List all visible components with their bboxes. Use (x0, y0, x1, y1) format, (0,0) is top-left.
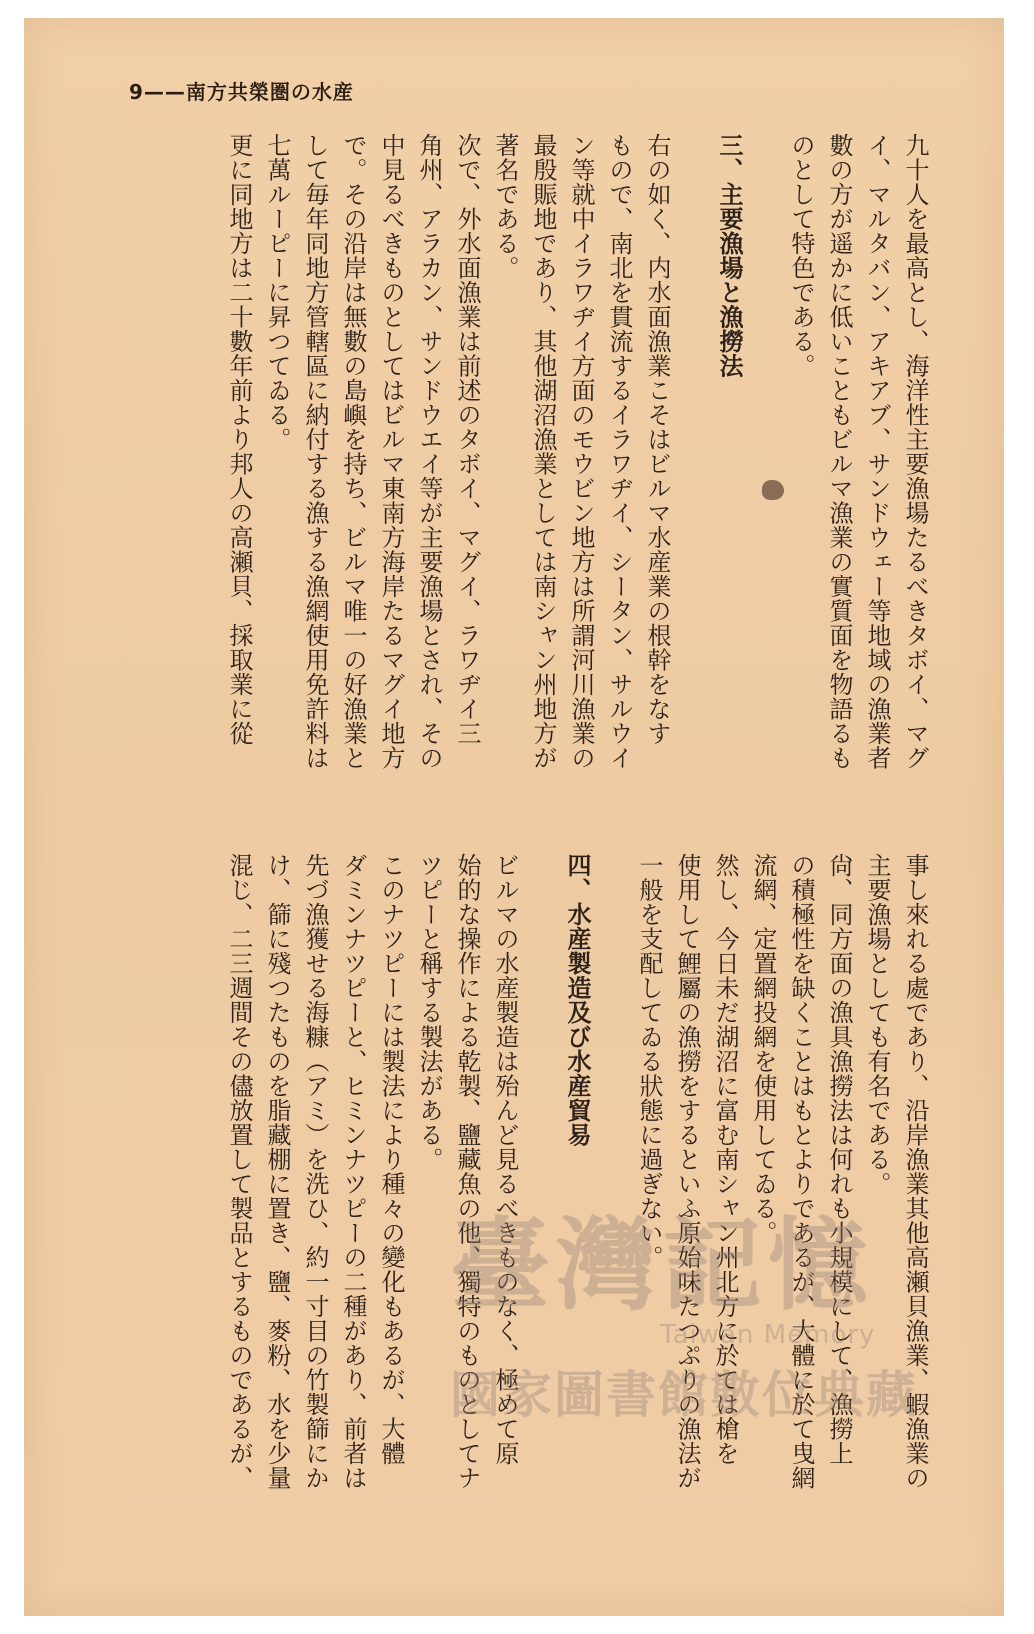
text-column (748, 133, 782, 803)
text-column: ビルマの水産製造は殆んど見るべきものなく、極めて原 (491, 853, 519, 1466)
text-column: 主要漁場としても有名である。 (863, 853, 891, 1196)
text-column: の積極性を缺くことはもとよりであるが、大體に於て曳網 (787, 853, 815, 1490)
text-column: 事し來れる處であり、沿岸漁業其他高瀬貝漁業、蝦漁業の (901, 853, 929, 1490)
text-column: 更に同地方は二十數年前より邦人の高瀬貝、採取業に從 (225, 133, 253, 746)
text-column: 使用して鯉屬の漁撈をするといふ原始味たつぷりの漁法が (673, 853, 701, 1490)
text-column (676, 133, 710, 803)
text-column (596, 853, 630, 1528)
text-column: イ、マルタバン、アキアブ、サンドウェー等地域の漁業者 (863, 133, 891, 770)
text-column: ン等就中イラワヂイ方面のモウビン地方は所謂河川漁業の (567, 133, 595, 770)
text-column: 一般を支配してゐる狀態に過ぎない。 (635, 853, 663, 1270)
upper-text-block (114, 133, 934, 803)
text-column (524, 853, 558, 1528)
running-head: 9——南方共榮圏の水産 (129, 80, 354, 104)
text-column: ツピーと稱する製法がある。 (415, 853, 443, 1172)
text-column: 著名である。 (491, 133, 519, 280)
text-column: 右の如く、内水面漁業こそはビルマ水産業の根幹をなす (643, 133, 671, 746)
text-column: このナツピーには製法により種々の變化もあるが、大體 (377, 853, 405, 1466)
text-column: ダミンナツピーと、ヒミンナツピーの二種があり、前者は (339, 853, 367, 1490)
text-column: で。その沿岸は無數の島嶼を持ち、ビルマ唯一の好漁業と (339, 133, 367, 770)
text-column: 角州、アラカン、サンドウエイ等が主要漁場とされ、その (415, 133, 443, 770)
text-column: のとして特色である。 (787, 133, 815, 378)
text-column: 先づ漁獲せる海糠（アミ）を洗ひ、約一寸目の竹製篩にか (301, 853, 329, 1490)
text-column: 九十人を最高とし、海洋性主要漁場たるべきタボイ、マグ (901, 133, 929, 770)
text-column: もので、南北を貫流するイラワヂイ、シータン、サルウイ (605, 133, 633, 770)
watermark-logo: 臺灣記憶 (450, 1206, 874, 1324)
text-column: 最殷賑地であり、其他湖沼漁業としては南シャン州地方が (529, 133, 557, 770)
watermark-institution: 國家圖書館數位典藏 (450, 1366, 918, 1424)
lower-text-block (114, 853, 934, 1528)
text-column: 數の方が遥かに低いこともビルマ漁業の實質面を物語るも (825, 133, 853, 770)
text-column: 然し、今日未だ湖沼に富む南シャン州北方に於ては槍を (711, 853, 739, 1466)
text-column: 尙、同方面の漁具漁撈法は何れも小規模にして、漁撈上 (825, 853, 853, 1466)
text-column: して毎年同地方管轄區に納付する漁する漁網使用免許料は (301, 133, 329, 770)
text-column: け、篩に殘つたものを脂藏棚に置き、鹽、麥粉、水を少量 (263, 853, 291, 1490)
paper-stain (762, 480, 784, 500)
section-heading: 四、水産製造及び水産貿易 (563, 853, 591, 1147)
watermark-english: Taiwan Memory (660, 1320, 876, 1350)
text-column: 中見るべきものとしてはビルマ東南方海岸たるマグイ地方 (377, 133, 405, 770)
text-column: 始的な操作による乾製、鹽藏魚の他、獨特のものとしてナ (453, 853, 481, 1490)
text-column: 七萬ルーピーに昇つてゐる。 (263, 133, 291, 452)
text-column: 混じ、二三週間その儘放置して製品とするものであるが、 (225, 853, 253, 1490)
text-column: 次で、外水面漁業は前述のタボイ、マグイ、ラワヂイ三 (453, 133, 481, 746)
book-page (24, 18, 1004, 1616)
text-column: 流網、定置網投網を使用してゐる。 (749, 853, 777, 1245)
section-heading: 三、主要漁場と漁撈法 (715, 133, 743, 378)
